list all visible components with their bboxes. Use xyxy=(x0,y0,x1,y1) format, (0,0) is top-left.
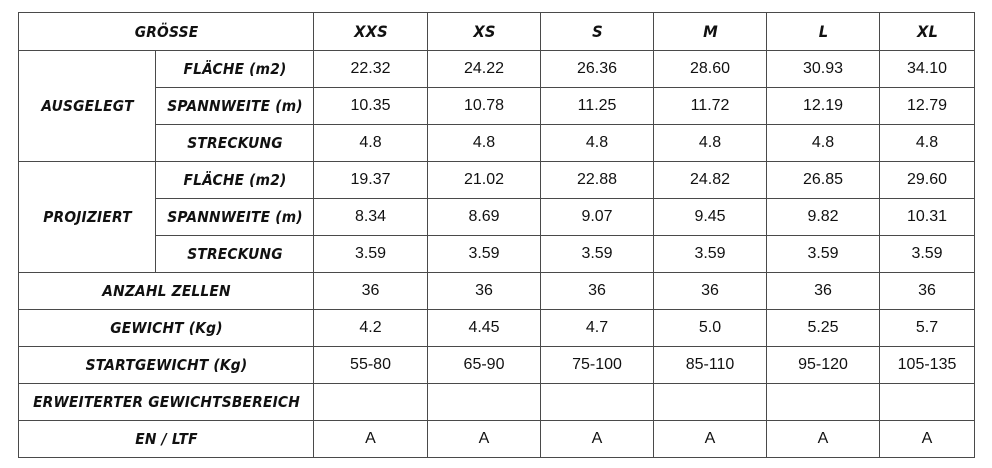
table-cell: 26.85 xyxy=(767,162,880,199)
table-cell: 36 xyxy=(767,273,880,310)
table-row xyxy=(19,162,975,199)
table-row xyxy=(19,51,975,88)
table-cell: A xyxy=(314,421,428,458)
table-cell xyxy=(654,384,767,421)
table-cell: 8.69 xyxy=(428,199,541,236)
table-cell: 5.25 xyxy=(767,310,880,347)
table-cell: A xyxy=(654,421,767,458)
table-cell: 21.02 xyxy=(428,162,541,199)
table-cell: 85-110 xyxy=(654,347,767,384)
table-row xyxy=(19,421,975,458)
table-cell: 9.82 xyxy=(767,199,880,236)
table-cell xyxy=(428,384,541,421)
row-label: ANZAHL ZELLEN xyxy=(30,273,301,310)
table-cell: 10.35 xyxy=(314,88,428,125)
table-cell: 11.25 xyxy=(541,88,654,125)
table-cell: 19.37 xyxy=(314,162,428,199)
table-cell: 3.59 xyxy=(541,236,654,273)
table-cell: 4.2 xyxy=(314,310,428,347)
size-column-header: XXS xyxy=(318,13,423,51)
table-cell: 3.59 xyxy=(767,236,880,273)
table-cell: 9.45 xyxy=(654,199,767,236)
size-column-header: L xyxy=(771,13,875,51)
table-cell: 12.79 xyxy=(880,88,975,125)
table-cell: 36 xyxy=(880,273,975,310)
table-cell: 105-135 xyxy=(880,347,975,384)
row-label: FLÄCHE (m2) xyxy=(162,51,307,88)
table-row xyxy=(19,384,975,421)
table-cell: 29.60 xyxy=(880,162,975,199)
header-row xyxy=(19,13,975,51)
row-label: STRECKUNG xyxy=(162,236,307,273)
table-cell: 5.7 xyxy=(880,310,975,347)
table-cell: 30.93 xyxy=(767,51,880,88)
table-cell xyxy=(314,384,428,421)
table-cell xyxy=(767,384,880,421)
table-cell: A xyxy=(428,421,541,458)
table-row xyxy=(19,88,975,125)
table-cell: 12.19 xyxy=(767,88,880,125)
table-cell: 36 xyxy=(428,273,541,310)
table-cell: 8.34 xyxy=(314,199,428,236)
table-cell: 4.8 xyxy=(541,125,654,162)
group-label-ausgelegt: AUSGELEGT xyxy=(24,51,150,162)
table-cell: 24.82 xyxy=(654,162,767,199)
table-cell: 22.88 xyxy=(541,162,654,199)
table-cell: 4.8 xyxy=(428,125,541,162)
table-cell: A xyxy=(767,421,880,458)
table-row xyxy=(19,347,975,384)
table-cell: 24.22 xyxy=(428,51,541,88)
table-row xyxy=(19,310,975,347)
size-column-header: XL xyxy=(883,13,970,51)
table-cell: 34.10 xyxy=(880,51,975,88)
row-label: SPANNWEITE (m) xyxy=(162,199,307,236)
table-cell: 3.59 xyxy=(880,236,975,273)
table-cell: 10.78 xyxy=(428,88,541,125)
table-cell: 65-90 xyxy=(428,347,541,384)
table-cell: 95-120 xyxy=(767,347,880,384)
table-cell: 75-100 xyxy=(541,347,654,384)
table-cell: 4.8 xyxy=(880,125,975,162)
table-cell: 4.7 xyxy=(541,310,654,347)
table-cell: 11.72 xyxy=(654,88,767,125)
table-cell: 55-80 xyxy=(314,347,428,384)
table-cell: 4.8 xyxy=(314,125,428,162)
table-cell: 28.60 xyxy=(654,51,767,88)
size-column-header: S xyxy=(545,13,649,51)
table-row xyxy=(19,199,975,236)
row-label: ERWEITERTER GEWICHTSBEREICH xyxy=(30,384,301,421)
row-label: STARTGEWICHT (Kg) xyxy=(30,347,301,384)
row-label: SPANNWEITE (m) xyxy=(162,88,307,125)
table-cell: 22.32 xyxy=(314,51,428,88)
size-spec-table xyxy=(18,12,975,458)
row-label: GEWICHT (Kg) xyxy=(30,310,301,347)
row-label: STRECKUNG xyxy=(162,125,307,162)
table-cell: 4.45 xyxy=(428,310,541,347)
table-cell: A xyxy=(541,421,654,458)
table-cell: 26.36 xyxy=(541,51,654,88)
size-column-header: XS xyxy=(432,13,536,51)
table-row xyxy=(19,236,975,273)
table-cell: 4.8 xyxy=(767,125,880,162)
table-cell: 3.59 xyxy=(428,236,541,273)
table-cell: A xyxy=(880,421,975,458)
table-cell: 3.59 xyxy=(654,236,767,273)
table-cell: 36 xyxy=(541,273,654,310)
table-cell: 5.0 xyxy=(654,310,767,347)
row-label: EN / LTF xyxy=(30,421,301,458)
table-row xyxy=(19,125,975,162)
table-cell: 36 xyxy=(654,273,767,310)
size-column-header: M xyxy=(658,13,762,51)
group-label-projiziert: PROJIZIERT xyxy=(24,162,150,273)
table-cell: 3.59 xyxy=(314,236,428,273)
table-cell: 36 xyxy=(314,273,428,310)
table-cell: 4.8 xyxy=(654,125,767,162)
table-row xyxy=(19,273,975,310)
table-cell: 9.07 xyxy=(541,199,654,236)
table-cell: 10.31 xyxy=(880,199,975,236)
table-cell xyxy=(880,384,975,421)
size-header-label: GRÖSSE xyxy=(30,13,301,51)
row-label: FLÄCHE (m2) xyxy=(162,162,307,199)
table-cell xyxy=(541,384,654,421)
